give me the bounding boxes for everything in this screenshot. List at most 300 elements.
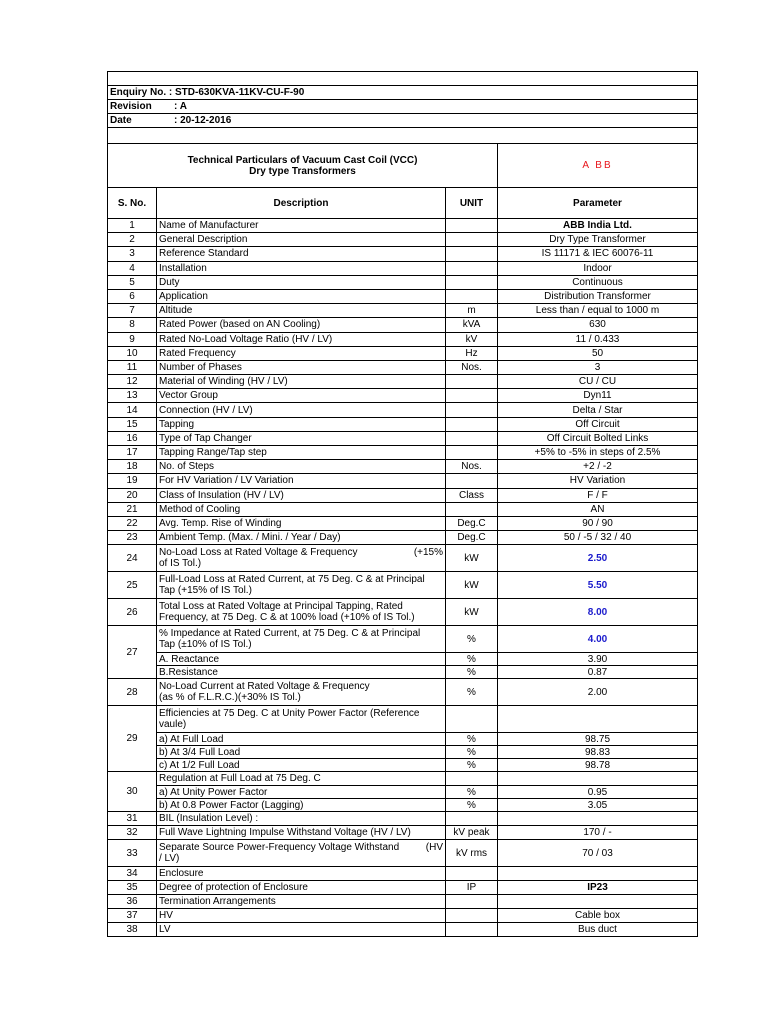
table-row [108,446,698,460]
table-row [108,417,698,431]
table-row [108,389,698,403]
row-sno: 16 [108,431,157,445]
row-description [157,867,446,881]
row-parameter: HV Variation [498,474,698,488]
cell-text: 33 [126,847,138,859]
cell-text: kW [464,552,479,564]
cell-text: 4.00 [587,633,608,645]
cell-text: 0.87 [587,666,608,678]
row-description [157,786,446,799]
row-parameter [498,759,698,772]
row-unit [446,653,498,666]
row-parameter: +5% to -5% in steps of 2.5% [498,446,698,460]
table-row [108,772,698,786]
cell-text: Efficiencies at 75 Deg. C at Unity Power Factor (Reference [159,708,420,720]
cell-text: % Impedance at Rated Current, at 75 Deg. C & at Principal [159,628,421,640]
row-sno [108,572,157,599]
row-unit [446,417,498,431]
table-row [108,786,698,799]
table-row [108,881,698,895]
cell-text: 32 [126,827,138,839]
row-parameter [498,772,698,786]
table-row [108,431,698,445]
row-unit [446,247,498,261]
row-description [157,799,446,812]
row-description [157,772,446,786]
table-row [108,826,698,840]
row-unit [446,786,498,799]
cell-text: % [467,666,476,678]
cell-text: 5.50 [587,579,608,591]
row-sno: 18 [108,460,157,474]
row-description: Name of Manufacturer [157,219,446,233]
cell-text: of IS Tol.) [159,558,202,570]
cell-text: 28 [126,686,138,698]
row-description: General Description [157,233,446,247]
cell-text: kV rms [455,847,488,859]
row-sno [108,923,157,937]
row-description: Rated No-Load Voltage Ratio (HV / LV) [157,332,446,346]
row-sno: 4 [108,261,157,275]
cell-text: 38 [126,924,138,936]
row-unit: Class [446,488,498,502]
table-row [108,233,698,247]
row-unit [446,289,498,303]
spec-sheet-table [107,71,698,937]
cell-text: % [467,686,476,698]
title-line-2: Dry type Transformers [249,165,356,177]
row-sno [108,599,157,626]
table-row [108,746,698,759]
row-sno [108,812,157,826]
blank-top-row [108,72,698,86]
cell-text: 2.00 [587,686,608,698]
row-parameter: +2 / -2 [498,460,698,474]
cell-text: % [467,746,476,758]
row-sno [108,706,157,772]
row-parameter [498,746,698,759]
cell-text: (+15% [413,547,443,559]
row-description: Rated Frequency [157,346,446,360]
col-header-description: Description [157,188,446,219]
row-parameter [498,909,698,923]
table-row [108,219,698,233]
row-description: Installation [157,261,446,275]
cell-text: Enclosure [159,868,204,880]
cell-text: Bus duct [578,924,617,936]
row-description [157,909,446,923]
row-sno [108,867,157,881]
table-row [108,516,698,530]
cell-text: 31 [126,813,138,825]
cell-text: % [467,733,476,745]
row-description: Number of Phases [157,360,446,374]
row-sno: 19 [108,474,157,488]
cell-text: a) At Full Load [159,733,224,745]
title-line-1: Technical Particulars of Vacuum Cast Coil (VCC) [187,154,418,166]
cell-text: 36 [126,896,138,908]
table-row [108,867,698,881]
row-unit [446,626,498,653]
col-header-unit: UNIT [446,188,498,219]
cell-text: % [467,786,476,798]
row-sno: 6 [108,289,157,303]
row-unit [446,706,498,733]
cell-text: 24 [126,552,138,564]
row-description: Avg. Temp. Rise of Winding [157,516,446,530]
table-row [108,666,698,679]
table-row [108,706,698,733]
cell-text: 2.50 [587,552,608,564]
row-parameter: Delta / Star [498,403,698,417]
row-unit [446,572,498,599]
row-description: Duty [157,275,446,289]
row-description: No. of Steps [157,460,446,474]
cell-text: 70 / 03 [582,847,613,859]
cell-text: % [467,633,476,645]
cell-text: BIL (Insulation Level) : [159,813,259,825]
row-description [157,706,446,733]
row-description: Altitude [157,304,446,318]
cell-text: A. Reactance [159,653,220,665]
row-unit [446,772,498,786]
row-parameter: IS 11171 & IEC 60076-11 [498,247,698,261]
row-unit: Nos. [446,360,498,374]
cell-text: vaule) [159,719,187,731]
row-description: Method of Cooling [157,502,446,516]
row-sno [108,679,157,706]
cell-text: 30 [126,786,138,798]
cell-text: / LV) [159,853,180,865]
row-unit [446,545,498,572]
row-unit [446,446,498,460]
table-row [108,572,698,599]
row-parameter [498,706,698,733]
row-sno [108,895,157,909]
row-description [157,545,446,572]
table-row [108,247,698,261]
row-parameter: Less than / equal to 1000 m [498,304,698,318]
row-sno [108,909,157,923]
row-unit [446,840,498,867]
row-description [157,895,446,909]
revision-value: : A [174,101,187,112]
table-row [108,474,698,488]
row-description [157,746,446,759]
row-parameter: ABB India Ltd. [498,219,698,233]
table-row [108,626,698,653]
row-unit [446,867,498,881]
row-unit [446,759,498,772]
row-description: For HV Variation / LV Variation [157,474,446,488]
row-sno [108,881,157,895]
cell-text: Frequency, at 75 Deg. C & at 100% load (+10% of IS Tol.) [159,612,415,624]
row-unit [446,502,498,516]
row-sno: 1 [108,219,157,233]
row-unit: m [446,304,498,318]
row-unit [446,799,498,812]
row-parameter: Continuous [498,275,698,289]
table-row [108,318,698,332]
cell-text: Total Loss at Rated Voltage at Principal Tapping, Rated [159,601,403,613]
row-sno [108,826,157,840]
table-row [108,923,698,937]
cell-text: Regulation at Full Load at 75 Deg. C [159,773,321,785]
cell-text: kW [464,579,479,591]
cell-text: 8.00 [587,606,608,618]
row-parameter: Distribution Transformer [498,289,698,303]
row-sno: 17 [108,446,157,460]
row-unit [446,431,498,445]
row-description [157,881,446,895]
row-parameter: F / F [498,488,698,502]
cell-text: 98.83 [584,746,611,758]
row-sno: 2 [108,233,157,247]
row-unit: Nos. [446,460,498,474]
table-row [108,403,698,417]
row-sno: 14 [108,403,157,417]
row-sno [108,840,157,867]
row-unit [446,679,498,706]
table-row [108,653,698,666]
row-parameter [498,545,698,572]
row-parameter: AN [498,502,698,516]
row-sno [108,626,157,679]
revision-label: Revision [110,101,152,112]
row-description [157,840,446,867]
row-parameter: 11 / 0.433 [498,332,698,346]
cell-text: Cable box [574,910,621,922]
table-row [108,488,698,502]
row-parameter: Indoor [498,261,698,275]
cell-text: Tap (+15% of IS Tol.) [159,585,252,597]
enquiry-label: Enquiry No. : [110,87,173,98]
cell-text: Full Wave Lightning Impulse Withstand Voltage (HV / LV) [159,827,411,839]
row-parameter [498,786,698,799]
table-row [108,375,698,389]
row-sno: 10 [108,346,157,360]
row-sno [108,772,157,812]
row-unit [446,909,498,923]
row-parameter [498,923,698,937]
cell-text: 34 [126,868,138,880]
row-parameter: 3 [498,360,698,374]
row-description [157,923,446,937]
row-parameter: Off Circuit Bolted Links [498,431,698,445]
cell-text: B.Resistance [159,666,218,678]
row-parameter: 50 / -5 / 32 / 40 [498,531,698,545]
row-parameter: 630 [498,318,698,332]
row-description [157,759,446,772]
row-parameter [498,826,698,840]
cell-text: HV [159,910,173,922]
row-description: Ambient Temp. (Max. / Mini. / Year / Day) [157,531,446,545]
table-row [108,460,698,474]
row-sno: 15 [108,417,157,431]
cell-text: IP [466,882,477,894]
row-description [157,599,446,626]
table-row [108,679,698,706]
row-description: Tapping Range/Tap step [157,446,446,460]
row-parameter [498,572,698,599]
cell-text: % [467,799,476,811]
cell-text: Separate Source Power-Frequency Voltage Withstand [159,842,400,854]
cell-text: Degree of protection of Enclosure [159,882,308,894]
date-row [108,114,698,128]
row-unit [446,826,498,840]
table-row [108,332,698,346]
row-unit: kV [446,332,498,346]
cell-text: a) At Unity Power Factor [159,786,268,798]
row-description [157,733,446,746]
row-unit: Hz [446,346,498,360]
cell-text: 98.78 [584,759,611,771]
cell-text: 37 [126,910,138,922]
row-description [157,812,446,826]
row-parameter [498,626,698,653]
row-sno: 13 [108,389,157,403]
table-row [108,812,698,826]
cell-text: Full-Load Loss at Rated Current, at 75 Deg. C & at Principal [159,574,425,586]
row-unit [446,666,498,679]
cell-text: Tap (±10% of IS Tol.) [159,639,252,651]
row-sno: 8 [108,318,157,332]
row-sno: 12 [108,375,157,389]
table-row [108,304,698,318]
table-row [108,275,698,289]
row-parameter [498,666,698,679]
row-unit: kVA [446,318,498,332]
row-unit [446,275,498,289]
row-unit [446,923,498,937]
row-sno: 11 [108,360,157,374]
table-row [108,502,698,516]
enquiry-row [108,86,698,100]
table-row [108,545,698,572]
cell-text: kW [464,606,479,618]
cell-text: % [467,759,476,771]
cell-text: c) At 1/2 Full Load [159,759,240,771]
cell-text: kV peak [453,827,490,839]
row-unit [446,474,498,488]
row-unit [446,403,498,417]
cell-text: IP23 [587,882,608,894]
cell-text: 27 [126,646,138,658]
row-sno: 21 [108,502,157,516]
row-description: Application [157,289,446,303]
table-row [108,895,698,909]
table-row [108,346,698,360]
row-description [157,653,446,666]
row-description: Rated Power (based on AN Cooling) [157,318,446,332]
blank-row [108,128,698,144]
row-sno: 3 [108,247,157,261]
col-header-parameter: Parameter [498,188,698,219]
row-unit [446,812,498,826]
date-value: : 20-12-2016 [174,115,232,126]
table-row [108,360,698,374]
row-parameter [498,799,698,812]
row-parameter: Dyn11 [498,389,698,403]
table-row [108,599,698,626]
table-row [108,840,698,867]
row-description [157,826,446,840]
table-row [108,289,698,303]
row-parameter [498,679,698,706]
cell-text: 0.95 [587,786,608,798]
row-parameter [498,895,698,909]
row-description: Type of Tap Changer [157,431,446,445]
table-row [108,759,698,772]
row-parameter [498,812,698,826]
row-parameter: Dry Type Transformer [498,233,698,247]
row-unit [446,389,498,403]
row-parameter [498,653,698,666]
table-row [108,909,698,923]
row-description [157,679,446,706]
cell-text: 29 [126,733,138,745]
cell-text: 25 [126,579,138,591]
row-parameter: CU / CU [498,375,698,389]
row-unit: Deg.C [446,531,498,545]
cell-text: No-Load Current at Rated Voltage & Frequency [159,681,370,693]
cell-text: No-Load Loss at Rated Voltage & Frequency [159,547,358,559]
table-row [108,531,698,545]
abb-logo: A BB [498,144,698,188]
cell-text: 35 [126,882,138,894]
table-row [108,799,698,812]
cell-text: 170 / - [583,827,612,839]
row-sno: 9 [108,332,157,346]
row-sno: 20 [108,488,157,502]
row-description [157,572,446,599]
row-description: Vector Group [157,389,446,403]
table-row [108,261,698,275]
row-description [157,666,446,679]
row-parameter [498,867,698,881]
date-label: Date [110,115,132,126]
row-description: Reference Standard [157,247,446,261]
row-sno: 22 [108,516,157,530]
revision-row [108,100,698,114]
cell-text: 3.05 [587,799,608,811]
cell-text: % [467,653,476,665]
cell-text: 98.75 [584,733,611,745]
row-parameter [498,881,698,895]
table-row [108,733,698,746]
row-unit [446,233,498,247]
cell-text: (as % of F.L.R.C.)(+30% IS Tol.) [159,692,301,704]
row-unit [446,895,498,909]
row-parameter: 90 / 90 [498,516,698,530]
cell-text: 3.90 [587,653,608,665]
row-unit [446,881,498,895]
cell-text: LV [159,924,171,936]
row-sno [108,545,157,572]
col-header-sno: S. No. [108,188,157,219]
row-description: Connection (HV / LV) [157,403,446,417]
row-unit: Deg.C [446,516,498,530]
row-parameter: Off Circuit [498,417,698,431]
row-parameter [498,733,698,746]
row-sno: 7 [108,304,157,318]
row-description: Tapping [157,417,446,431]
row-parameter [498,840,698,867]
row-description [157,626,446,653]
row-unit [446,746,498,759]
row-sno: 23 [108,531,157,545]
cell-text: b) At 0.8 Power Factor (Lagging) [159,799,304,811]
